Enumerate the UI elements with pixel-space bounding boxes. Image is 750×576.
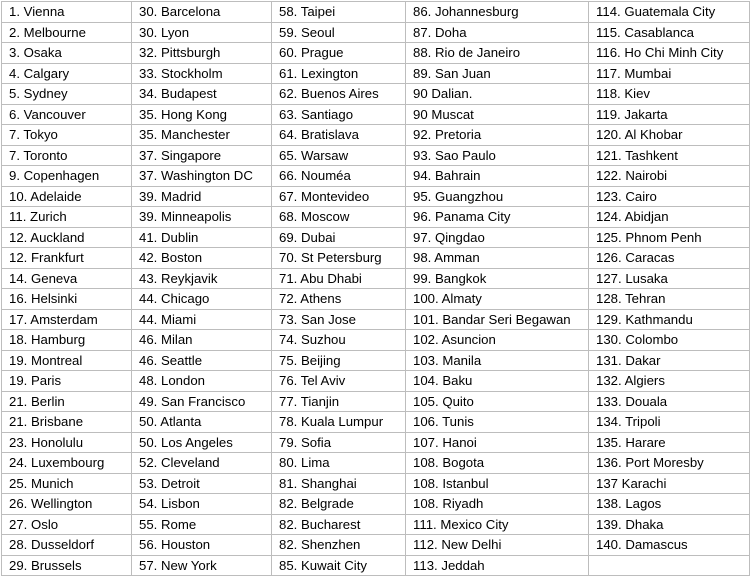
table-row <box>2 432 750 453</box>
table-cell[interactable]: 85. Kuwait City <box>272 555 406 576</box>
table-cell[interactable]: 12. Frankfurt <box>2 248 132 269</box>
table-cell[interactable]: 140. Damascus <box>589 535 750 556</box>
table-cell[interactable]: 37. Singapore <box>132 145 272 166</box>
table-row <box>2 125 750 146</box>
table-cell[interactable]: 5. Sydney <box>2 84 132 105</box>
table-cell[interactable]: 18. Hamburg <box>2 330 132 351</box>
table-cell[interactable]: 99. Bangkok <box>406 268 589 289</box>
table-cell[interactable]: 79. Sofia <box>272 432 406 453</box>
table-row <box>2 248 750 269</box>
table-cell[interactable]: 95. Guangzhou <box>406 186 589 207</box>
table-cell[interactable]: 32. Pittsburgh <box>132 43 272 64</box>
table-cell[interactable]: 50. Atlanta <box>132 412 272 433</box>
table-cell[interactable]: 14. Geneva <box>2 268 132 289</box>
table-cell[interactable]: 12. Auckland <box>2 227 132 248</box>
table-cell[interactable]: 78. Kuala Lumpur <box>272 412 406 433</box>
table-cell[interactable]: 59. Seoul <box>272 22 406 43</box>
table-cell[interactable]: 100. Almaty <box>406 289 589 310</box>
table-row <box>2 2 750 23</box>
table-cell[interactable]: 124. Abidjan <box>589 207 750 228</box>
table-row <box>2 391 750 412</box>
table-cell[interactable]: 7. Toronto <box>2 145 132 166</box>
table-cell[interactable]: 119. Jakarta <box>589 104 750 125</box>
table-cell[interactable]: 107. Hanoi <box>406 432 589 453</box>
table-cell[interactable]: 7. Tokyo <box>2 125 132 146</box>
table-cell[interactable]: 24. Luxembourg <box>2 453 132 474</box>
table-cell[interactable]: 125. Phnom Penh <box>589 227 750 248</box>
table-row <box>2 555 750 576</box>
table-cell[interactable]: 129. Kathmandu <box>589 309 750 330</box>
table-cell[interactable]: 48. London <box>132 371 272 392</box>
table-cell[interactable]: 70. St Petersburg <box>272 248 406 269</box>
table-cell[interactable]: 126. Caracas <box>589 248 750 269</box>
table-row <box>2 145 750 166</box>
table-cell[interactable]: 19. Montreal <box>2 350 132 371</box>
table-row <box>2 63 750 84</box>
table-cell[interactable]: 96. Panama City <box>406 207 589 228</box>
table-cell[interactable]: 75. Beijing <box>272 350 406 371</box>
table-cell[interactable]: 101. Bandar Seri Begawan <box>406 309 589 330</box>
table-cell[interactable]: 133. Douala <box>589 391 750 412</box>
table-cell[interactable]: 58. Taipei <box>272 2 406 23</box>
table-cell[interactable]: 115. Casablanca <box>589 22 750 43</box>
table-cell[interactable]: 64. Bratislava <box>272 125 406 146</box>
table-cell[interactable]: 56. Houston <box>132 535 272 556</box>
table-cell[interactable]: 57. New York <box>132 555 272 576</box>
table-cell[interactable]: 114. Guatemala City <box>589 2 750 23</box>
table-cell[interactable]: 120. Al Khobar <box>589 125 750 146</box>
table-cell[interactable]: 106. Tunis <box>406 412 589 433</box>
table-cell[interactable]: 112. New Delhi <box>406 535 589 556</box>
table-cell[interactable]: 132. Algiers <box>589 371 750 392</box>
table-row <box>2 43 750 64</box>
table-cell[interactable]: 50. Los Angeles <box>132 432 272 453</box>
table-cell[interactable]: 41. Dublin <box>132 227 272 248</box>
table-cell[interactable]: 113. Jeddah <box>406 555 589 576</box>
table-row <box>2 166 750 187</box>
table-row <box>2 371 750 392</box>
table-cell[interactable]: 76. Tel Aviv <box>272 371 406 392</box>
table-cell[interactable]: 69. Dubai <box>272 227 406 248</box>
table-cell[interactable]: 33. Stockholm <box>132 63 272 84</box>
table-cell[interactable]: 49. San Francisco <box>132 391 272 412</box>
table-row <box>2 84 750 105</box>
table-cell[interactable]: 88. Rio de Janeiro <box>406 43 589 64</box>
table-cell[interactable]: 111. Mexico City <box>406 514 589 535</box>
table-cell[interactable]: 29. Brussels <box>2 555 132 576</box>
table-cell[interactable]: 23. Honolulu <box>2 432 132 453</box>
table-row <box>2 453 750 474</box>
table-row <box>2 350 750 371</box>
table-cell[interactable]: 105. Quito <box>406 391 589 412</box>
table-cell[interactable]: 10. Adelaide <box>2 186 132 207</box>
table-cell[interactable]: 97. Qingdao <box>406 227 589 248</box>
table-cell[interactable]: 108. Riyadh <box>406 494 589 515</box>
table-cell[interactable]: 26. Wellington <box>2 494 132 515</box>
table-cell[interactable]: 73. San Jose <box>272 309 406 330</box>
table-cell[interactable]: 17. Amsterdam <box>2 309 132 330</box>
table-cell[interactable]: 37. Washington DC <box>132 166 272 187</box>
table-cell[interactable]: 137 Karachi <box>589 473 750 494</box>
table-cell[interactable]: 82. Belgrade <box>272 494 406 515</box>
table-row <box>2 514 750 535</box>
table-cell[interactable]: 77. Tianjin <box>272 391 406 412</box>
table-cell[interactable]: 25. Munich <box>2 473 132 494</box>
table-cell[interactable]: 102. Asuncion <box>406 330 589 351</box>
table-cell[interactable]: 86. Johannesburg <box>406 2 589 23</box>
table-row <box>2 227 750 248</box>
table-cell[interactable]: 35. Hong Kong <box>132 104 272 125</box>
table-row <box>2 289 750 310</box>
table-cell[interactable]: 60. Prague <box>272 43 406 64</box>
table-cell[interactable]: 9. Copenhagen <box>2 166 132 187</box>
table-cell[interactable]: 127. Lusaka <box>589 268 750 289</box>
table-cell[interactable]: 108. Istanbul <box>406 473 589 494</box>
table-cell[interactable]: 27. Oslo <box>2 514 132 535</box>
table-cell[interactable]: 122. Nairobi <box>589 166 750 187</box>
table-cell[interactable]: 46. Milan <box>132 330 272 351</box>
table-cell[interactable]: 87. Doha <box>406 22 589 43</box>
table-cell[interactable]: 16. Helsinki <box>2 289 132 310</box>
table-row <box>2 104 750 125</box>
table-cell[interactable] <box>589 555 750 576</box>
table-cell[interactable]: 121. Tashkent <box>589 145 750 166</box>
table-cell[interactable]: 82. Bucharest <box>272 514 406 535</box>
table-cell[interactable]: 139. Dhaka <box>589 514 750 535</box>
table-cell[interactable]: 93. Sao Paulo <box>406 145 589 166</box>
table-cell[interactable]: 138. Lagos <box>589 494 750 515</box>
table-cell[interactable]: 71. Abu Dhabi <box>272 268 406 289</box>
table-cell[interactable]: 62. Buenos Aires <box>272 84 406 105</box>
table-cell[interactable]: 55. Rome <box>132 514 272 535</box>
table-cell[interactable]: 54. Lisbon <box>132 494 272 515</box>
table-row <box>2 330 750 351</box>
table-cell[interactable]: 68. Moscow <box>272 207 406 228</box>
table-cell[interactable]: 21. Berlin <box>2 391 132 412</box>
table-cell[interactable]: 98. Amman <box>406 248 589 269</box>
table-cell[interactable]: 117. Mumbai <box>589 63 750 84</box>
table-cell[interactable]: 131. Dakar <box>589 350 750 371</box>
table-cell[interactable]: 118. Kiev <box>589 84 750 105</box>
table-cell[interactable]: 82. Shenzhen <box>272 535 406 556</box>
table-cell[interactable]: 81. Shanghai <box>272 473 406 494</box>
table-cell[interactable]: 116. Ho Chi Minh City <box>589 43 750 64</box>
table-cell[interactable]: 46. Seattle <box>132 350 272 371</box>
table-cell[interactable]: 42. Boston <box>132 248 272 269</box>
table-cell[interactable]: 6. Vancouver <box>2 104 132 125</box>
table-cell[interactable]: 65. Warsaw <box>272 145 406 166</box>
table-cell[interactable]: 74. Suzhou <box>272 330 406 351</box>
table-cell[interactable]: 30. Lyon <box>132 22 272 43</box>
table-cell[interactable]: 92. Pretoria <box>406 125 589 146</box>
table-cell[interactable]: 39. Madrid <box>132 186 272 207</box>
table-cell[interactable]: 67. Montevideo <box>272 186 406 207</box>
table-cell[interactable]: 134. Tripoli <box>589 412 750 433</box>
table-row <box>2 535 750 556</box>
table-cell[interactable]: 21. Brisbane <box>2 412 132 433</box>
table-cell[interactable]: 89. San Juan <box>406 63 589 84</box>
table-cell[interactable]: 90 Muscat <box>406 104 589 125</box>
table-cell[interactable]: 30. Barcelona <box>132 2 272 23</box>
table-cell[interactable]: 19. Paris <box>2 371 132 392</box>
table-row <box>2 186 750 207</box>
table-cell[interactable]: 34. Budapest <box>132 84 272 105</box>
table-cell[interactable]: 1. Vienna <box>2 2 132 23</box>
table-cell[interactable]: 66. Nouméa <box>272 166 406 187</box>
table-cell[interactable]: 128. Tehran <box>589 289 750 310</box>
table-row <box>2 494 750 515</box>
table-cell[interactable]: 94. Bahrain <box>406 166 589 187</box>
table-cell[interactable]: 135. Harare <box>589 432 750 453</box>
table-body <box>2 2 750 576</box>
table-cell[interactable]: 2. Melbourne <box>2 22 132 43</box>
table-cell[interactable]: 90 Dalian. <box>406 84 589 105</box>
table-cell[interactable]: 80. Lima <box>272 453 406 474</box>
table-cell[interactable]: 72. Athens <box>272 289 406 310</box>
table-cell[interactable]: 3. Osaka <box>2 43 132 64</box>
table-cell[interactable]: 4. Calgary <box>2 63 132 84</box>
table-cell[interactable]: 35. Manchester <box>132 125 272 146</box>
table-row <box>2 268 750 289</box>
table-cell[interactable]: 43. Reykjavik <box>132 268 272 289</box>
table-cell[interactable]: 108. Bogota <box>406 453 589 474</box>
table-cell[interactable]: 44. Chicago <box>132 289 272 310</box>
table-row <box>2 207 750 228</box>
table-cell[interactable]: 39. Minneapolis <box>132 207 272 228</box>
table-cell[interactable]: 52. Cleveland <box>132 453 272 474</box>
table-cell[interactable]: 61. Lexington <box>272 63 406 84</box>
table-cell[interactable]: 104. Baku <box>406 371 589 392</box>
table-row <box>2 412 750 433</box>
table-row <box>2 473 750 494</box>
table-cell[interactable]: 136. Port Moresby <box>589 453 750 474</box>
table-cell[interactable]: 53. Detroit <box>132 473 272 494</box>
table-cell[interactable]: 11. Zurich <box>2 207 132 228</box>
table-cell[interactable]: 44. Miami <box>132 309 272 330</box>
table-row <box>2 22 750 43</box>
table-cell[interactable]: 28. Dusseldorf <box>2 535 132 556</box>
table-cell[interactable]: 130. Colombo <box>589 330 750 351</box>
table-cell[interactable]: 103. Manila <box>406 350 589 371</box>
city-ranking-table <box>1 1 750 576</box>
table-cell[interactable]: 123. Cairo <box>589 186 750 207</box>
table-cell[interactable]: 63. Santiago <box>272 104 406 125</box>
table-row <box>2 309 750 330</box>
